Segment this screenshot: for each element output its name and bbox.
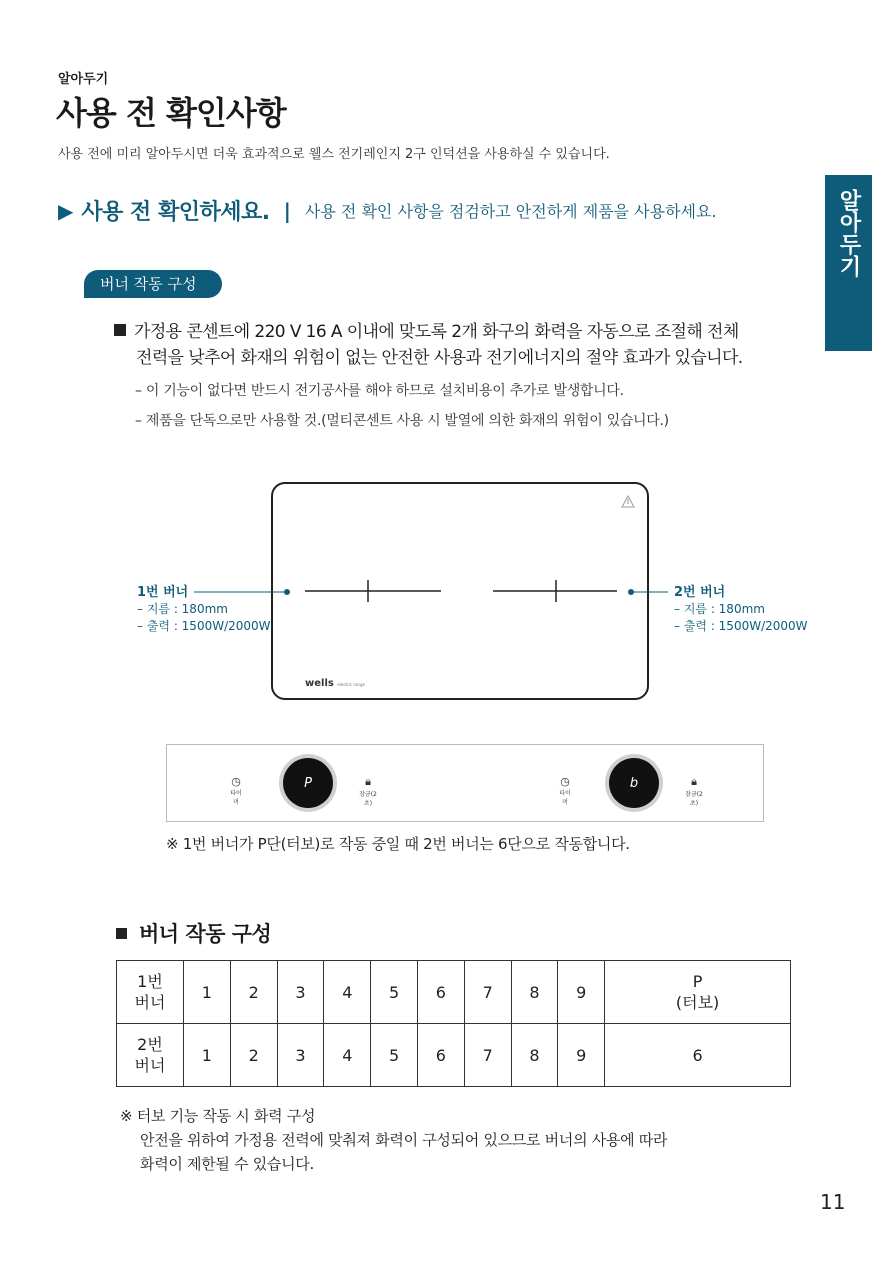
page-number: 11 <box>820 1190 846 1214</box>
brand-logo-sub: electric range <box>337 682 365 687</box>
page-title: 사용 전 확인사항 <box>56 94 286 132</box>
lock-icon: 🔒︎ <box>365 775 371 788</box>
row-head-line: 버너 <box>134 993 166 1012</box>
control-panel <box>166 744 764 822</box>
lock-control-right <box>683 775 705 807</box>
table-cell: 1 <box>184 961 231 1024</box>
table-row <box>117 1024 791 1087</box>
main-bullet-line2: 전력을 낮추어 화재의 위험이 없는 안전한 사용과 전기에너지의 절약 효과가 있습니다. <box>136 348 743 368</box>
lock-label: 잠금(2초) <box>359 791 377 807</box>
table-cell: 4 <box>324 1024 371 1087</box>
section-divider: | <box>283 198 291 223</box>
turbo-cell-line: P <box>692 972 703 991</box>
table-cell: 9 <box>558 961 605 1024</box>
lock-control-left <box>357 775 379 807</box>
table-cell: 5 <box>371 961 418 1024</box>
turbo-cell-line: (터보) <box>675 993 720 1012</box>
arrow-right-icon: ▶ <box>58 198 74 223</box>
table-cell: 8 <box>511 961 558 1024</box>
timer-control-left <box>229 775 243 806</box>
turbo-note-line2: 화력이 제한될 수 있습니다. <box>140 1155 314 1173</box>
lock-label: 잠금(2초) <box>685 791 703 807</box>
burner-levels-table <box>116 960 791 1087</box>
burner-1-knob: P <box>283 758 333 808</box>
burner-2-power: – 출력 : 1500W/2000W <box>674 619 808 633</box>
panel-note: ※ 1번 버너가 P단(터보)로 작동 중일 때 2번 버너는 6단으로 작동합니다. <box>166 835 630 853</box>
timer-label: 타이머 <box>230 790 242 806</box>
square-bullet-icon <box>116 928 127 939</box>
burner-2-name: 2번 버너 <box>674 585 726 600</box>
table-cell-turbo <box>605 961 791 1024</box>
clock-icon: ◷ <box>560 775 570 788</box>
table-cell: 3 <box>277 961 324 1024</box>
table-cell: 8 <box>511 1024 558 1087</box>
table-cell: 6 <box>417 961 464 1024</box>
main-bullet-line1: 가정용 콘센트에 220 V 16 A 이내에 맞도록 2개 화구의 화력을 자동으로 조절해 전체 <box>134 322 739 342</box>
side-tab-label: 알아두기 <box>836 189 861 277</box>
table-cell: 9 <box>558 1024 605 1087</box>
table-cell: 2 <box>230 961 277 1024</box>
section-title: 사용 전 확인하세요. <box>81 200 270 225</box>
brand-logo-text: wells <box>305 678 334 689</box>
burner-1-name: 1번 버너 <box>137 585 189 600</box>
table-cell: 2 <box>230 1024 277 1087</box>
table-cell: 5 <box>371 1024 418 1087</box>
table-cell: 6 <box>417 1024 464 1087</box>
row-head-line: 1번 <box>137 972 163 991</box>
page-kicker: 알아두기 <box>58 72 109 87</box>
table-cell: 7 <box>464 961 511 1024</box>
table-cell: 3 <box>277 1024 324 1087</box>
burner-1-diameter: – 지름 : 180mm <box>137 602 228 616</box>
row-head-burner-1 <box>117 961 184 1024</box>
clock-icon: ◷ <box>231 775 241 788</box>
topic-pill-label: 버너 작동 구성 <box>84 270 222 298</box>
burner-2-label <box>674 584 808 635</box>
turbo-note <box>120 1104 667 1176</box>
turbo-note-line1: 안전을 위하여 가정용 전력에 맞춰져 화력이 구성되어 있으므로 버너의 사용에 따라 <box>140 1131 668 1149</box>
table-cell: 4 <box>324 961 371 1024</box>
table-cell: 7 <box>464 1024 511 1087</box>
row-head-line: 버너 <box>134 1056 166 1075</box>
dash-note: – 이 기능이 없다면 반드시 전기공사를 해야 하므로 설치비용이 추가로 발생합니다. <box>135 383 624 399</box>
turbo-note-title: ※ 터보 기능 작동 시 화력 구성 <box>120 1107 316 1125</box>
burner-1-label <box>137 584 271 635</box>
section-description: 사용 전 확인 사항을 점검하고 안전하게 제품을 사용하세요. <box>304 202 717 221</box>
table-cell: 1 <box>184 1024 231 1087</box>
table-section-title: 버너 작동 구성 <box>139 922 272 946</box>
row-head-line: 2번 <box>137 1035 163 1054</box>
table-section-heading <box>116 918 271 948</box>
burner-2-diameter: – 지름 : 180mm <box>674 602 765 616</box>
lock-icon: 🔒︎ <box>691 775 697 788</box>
burner-2-knob: b <box>609 758 659 808</box>
dash-note: – 제품을 단독으로만 사용할 것.(멀티콘센트 사용 시 발열에 의한 화재의 위험이 있습니다.) <box>135 413 669 429</box>
page-subtitle: 사용 전에 미리 알아두시면 더욱 효과적으로 웰스 전기레인지 2구 인덕션을 사용하실 수 있습니다. <box>58 147 610 162</box>
row-head-burner-2 <box>117 1024 184 1087</box>
timer-label: 타이머 <box>559 790 571 806</box>
burner-1-power: – 출력 : 1500W/2000W <box>137 619 271 633</box>
table-cell: 6 <box>605 1024 791 1087</box>
table-row <box>117 961 791 1024</box>
timer-control-right <box>558 775 572 806</box>
